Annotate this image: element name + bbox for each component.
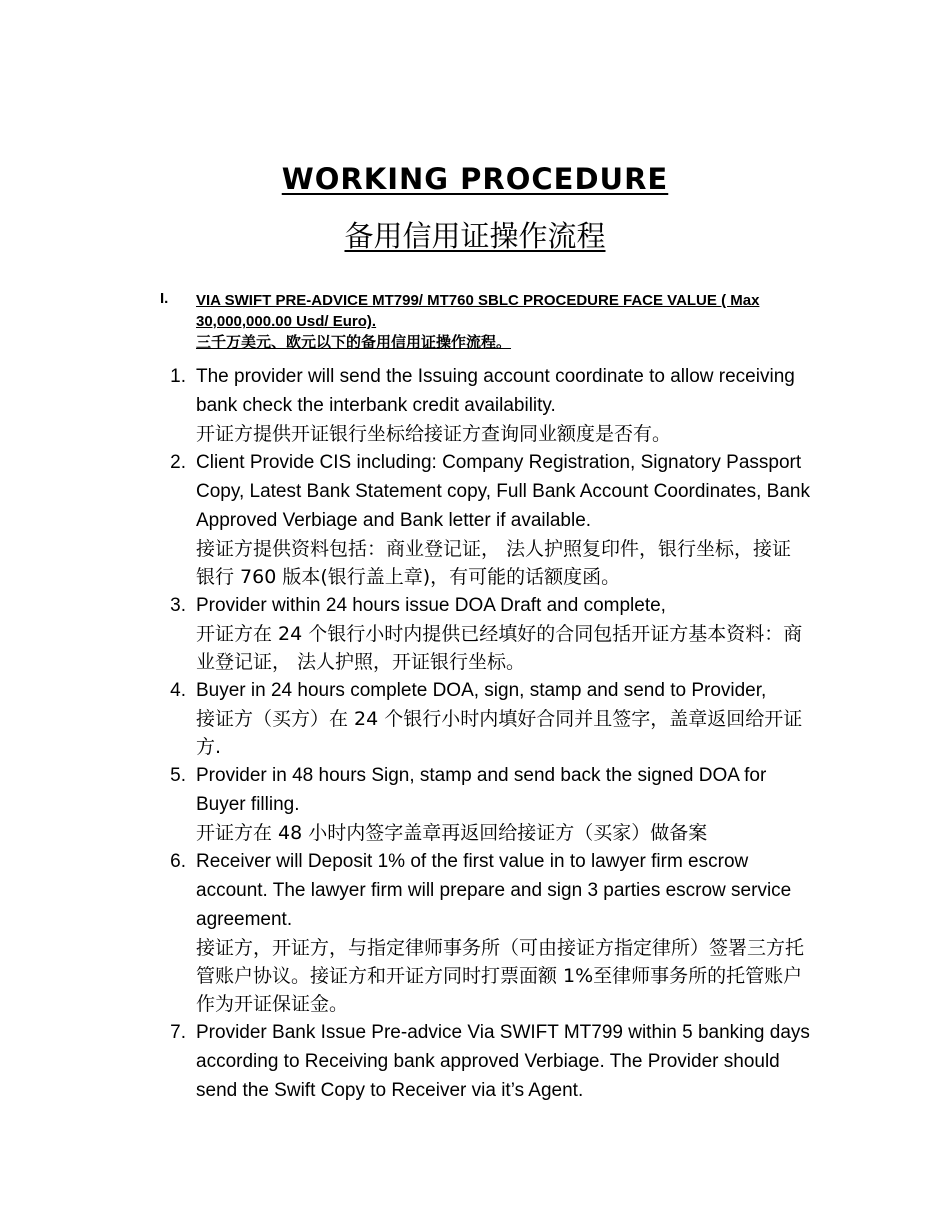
list-item <box>160 448 810 591</box>
step-number: 2. <box>170 452 186 473</box>
step-text-en: Provider in 48 hours Sign, stamp and send back the signed DOA for Buyer filling. <box>196 765 767 815</box>
step-number: 4. <box>170 680 186 701</box>
section-heading-line-2: 30,000,000.00 Usd/ Euro). <box>196 313 377 330</box>
document-subtitle: 备用信用证操作流程 <box>344 219 606 253</box>
step-text-en: Provider Bank Issue Pre-advice Via SWIFT MT799 within 5 banking days according to Receiving bank approved Verbiage. The Provider should send the Swift Copy to Receiver via it’s Agent. <box>196 1022 810 1101</box>
list-item <box>160 591 810 676</box>
list-item <box>160 676 810 761</box>
step-text-zh: 开证方在 24 个银行小时内提供已经填好的合同包括开证方基本资料：商业登记证， 法人护照，开证银行坐标。 <box>196 623 803 673</box>
step-text-zh: 接证方提供资料包括：商业登记证， 法人护照复印件，银行坐标，接证银行 760 版本(银行盖上章)，有可能的话额度函。 <box>196 538 792 588</box>
step-text-en: Client Provide CIS including: Company Registration, Signatory Passport Copy, Latest Bank Statement copy, Full Bank Account Coordinates, Bank Approved Verbiage and Bank letter if available. <box>196 452 810 531</box>
step-number: 5. <box>170 765 186 786</box>
list-item <box>160 362 810 448</box>
list-item <box>160 847 810 1018</box>
document-title: WORKING PROCEDURE <box>281 162 669 196</box>
section-heading <box>160 290 810 353</box>
step-text-en: Provider within 24 hours issue DOA Draft and complete, <box>196 595 666 616</box>
step-text-zh: 接证方，开证方，与指定律师事务所（可由接证方指定律所）签署三方托管账户协议。接证方和开证方同时打票面额 1%至律师事务所的托管账户作为开证保证金。 <box>196 937 805 1015</box>
step-text-zh: 开证方在 48 小时内签字盖章再返回给接证方（买家）做备案 <box>196 822 708 844</box>
list-item <box>160 1018 810 1105</box>
step-number: 3. <box>170 595 186 616</box>
step-number: 1. <box>170 366 186 387</box>
section-heading-zh: 三千万美元、欧元以下的备用信用证操作流程。 <box>196 334 512 351</box>
step-text-zh: 接证方（买方）在 24 个银行小时内填好合同并且签字，盖章返回给开证方. <box>196 708 803 758</box>
section-number: I. <box>160 290 169 307</box>
section-heading-line-1: VIA SWIFT PRE-ADVICE MT799/ MT760 SBLC PROCEDURE FACE VALUE ( Max <box>196 292 760 309</box>
step-text-en: Buyer in 24 hours complete DOA, sign, stamp and send to Provider, <box>196 680 767 701</box>
step-text-zh: 开证方提供开证银行坐标给接证方查询同业额度是否有。 <box>196 423 672 445</box>
list-item <box>160 761 810 847</box>
step-number: 7. <box>170 1022 186 1043</box>
section-heading-text <box>196 290 810 353</box>
step-text-en: The provider will send the Issuing account coordinate to allow receiving bank check the interbank credit availability. <box>196 366 795 416</box>
step-text-en: Receiver will Deposit 1% of the first value in to lawyer firm escrow account. The lawyer firm will prepare and sign 3 parties escrow service agreement. <box>196 851 792 930</box>
procedure-steps <box>160 362 810 1105</box>
step-number: 6. <box>170 851 186 872</box>
